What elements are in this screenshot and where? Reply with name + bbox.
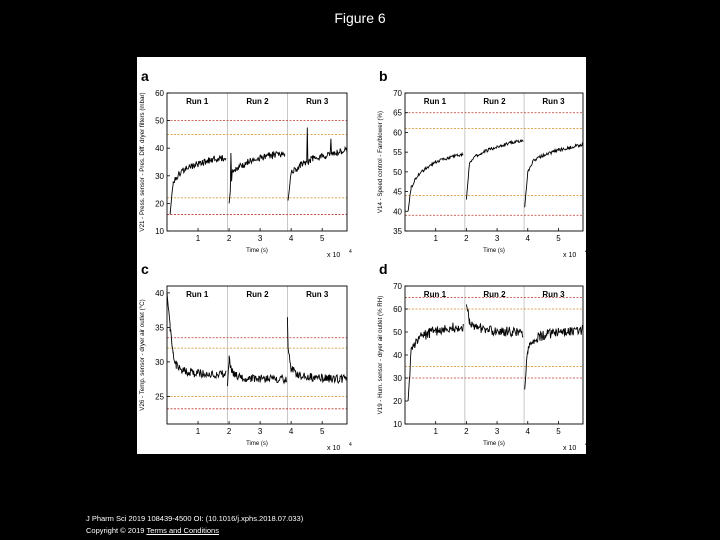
run-label: Run 2 <box>246 97 269 106</box>
x-tick-label: 2 <box>226 234 232 243</box>
plot-frame <box>167 286 347 424</box>
x-multiplier-exponent: 4 <box>585 249 588 255</box>
panel-letter: b <box>379 68 388 84</box>
y-tick-label: 70 <box>393 89 402 98</box>
slide-title: Figure 6 <box>334 10 386 26</box>
x-tick-label: 4 <box>288 427 294 436</box>
series-line-run-1 <box>170 155 226 214</box>
y-tick-label: 45 <box>393 187 402 197</box>
series-line-run-1 <box>167 293 226 378</box>
x-axis-label: Time (s) <box>246 441 268 447</box>
y-tick-label: 20 <box>155 199 164 209</box>
x-tick-label: 4 <box>525 234 530 243</box>
run-label: Run 2 <box>483 97 506 106</box>
y-tick-label: 65 <box>393 108 402 118</box>
y-axis-label: V14 - Speed control - Fan/blower (%) <box>377 110 384 214</box>
run-label: Run 1 <box>186 290 209 299</box>
copyright-line <box>86 525 303 537</box>
run-label: Run 2 <box>246 290 269 299</box>
x-tick-label: 4 <box>288 234 294 243</box>
run-label: Run 1 <box>186 97 209 106</box>
y-axis-label: V26 - Temp. sensor - dryer air outlet (°C) <box>139 299 146 411</box>
y-tick-label: 20 <box>393 397 402 406</box>
series-line-run-2 <box>466 140 523 200</box>
x-tick-label: 3 <box>257 234 263 243</box>
plot-frame <box>405 93 583 231</box>
y-tick-label: 40 <box>155 144 164 154</box>
y-tick-label: 35 <box>155 323 164 333</box>
series-line-run-2 <box>229 152 285 204</box>
panel-letter: c <box>141 261 149 277</box>
x-tick-label: 1 <box>433 234 438 243</box>
y-tick-label: 50 <box>393 167 402 177</box>
y-tick-label: 40 <box>393 351 402 360</box>
y-tick-label: 55 <box>393 148 402 158</box>
y-tick-label: 40 <box>155 288 164 298</box>
x-tick-label: 3 <box>494 427 500 436</box>
series-line-run-1 <box>408 153 463 211</box>
run-label: Run 3 <box>306 290 329 299</box>
plot-frame <box>167 93 347 231</box>
y-tick-label: 30 <box>155 357 164 367</box>
chart-panel-b <box>377 68 588 259</box>
figure-panel <box>137 57 586 454</box>
x-tick-label: 1 <box>195 427 201 436</box>
x-tick-label: 3 <box>494 234 500 243</box>
figure-svg <box>137 57 586 454</box>
y-tick-label: 30 <box>393 374 402 383</box>
y-tick-label: 30 <box>155 171 164 181</box>
x-axis-label: Time (s) <box>246 248 268 254</box>
x-multiplier: x 10 <box>563 445 577 452</box>
chart-panel-a <box>139 68 352 259</box>
series-line-run-3 <box>287 317 347 383</box>
x-axis-label: Time (s) <box>483 441 505 447</box>
x-tick-label: 2 <box>464 427 469 436</box>
y-axis-label: V19 - Hum. sensor - dryer air outlet (% RH) <box>377 295 384 415</box>
y-tick-label: 60 <box>393 128 402 138</box>
plot-frame <box>405 286 583 424</box>
y-tick-label: 50 <box>393 328 402 337</box>
x-tick-label: 5 <box>556 427 561 436</box>
x-axis-label: Time (s) <box>483 248 505 254</box>
citation: J Pharm Sci 2019 108439-4500 OI: (10.1016/j.xphs.2018.07.033) <box>86 514 304 523</box>
run-label: Run 1 <box>423 97 447 106</box>
x-tick-label: 5 <box>319 427 325 436</box>
x-multiplier: x 10 <box>327 445 341 452</box>
series-line-run-3 <box>525 326 583 390</box>
run-label: Run 3 <box>542 97 565 106</box>
run-label: Run 3 <box>306 97 329 106</box>
y-tick-label: 40 <box>393 207 402 217</box>
y-tick-label: 35 <box>393 227 402 236</box>
terms-link[interactable]: Terms and Conditions <box>146 526 219 535</box>
y-tick-label: 10 <box>155 227 164 236</box>
x-multiplier-exponent: 4 <box>349 442 352 448</box>
x-tick-label: 4 <box>525 427 530 436</box>
x-tick-label: 1 <box>195 234 201 243</box>
series-line-run-3 <box>288 128 347 201</box>
panel-letter: a <box>141 68 149 84</box>
y-tick-label: 25 <box>155 392 164 402</box>
chart-panel-d <box>377 261 588 452</box>
x-multiplier-exponent: 4 <box>349 249 352 255</box>
panel-letter: d <box>379 261 388 277</box>
series-line-run-3 <box>525 143 583 207</box>
y-tick-label: 60 <box>393 305 402 314</box>
run-label: Run 2 <box>483 290 506 299</box>
y-tick-label: 50 <box>155 116 164 126</box>
series-line-run-2 <box>228 356 287 387</box>
run-label: Run 3 <box>542 290 565 299</box>
x-tick-label: 5 <box>319 234 325 243</box>
x-tick-label: 3 <box>257 427 263 436</box>
x-multiplier: x 10 <box>563 252 577 259</box>
x-tick-label: 1 <box>433 427 438 436</box>
series-line-run-1 <box>408 323 463 401</box>
x-tick-label: 5 <box>556 234 561 243</box>
chart-panel-c <box>139 261 352 452</box>
run-label: Run 1 <box>423 290 447 299</box>
x-multiplier-exponent: 4 <box>585 442 588 448</box>
y-tick-label: 70 <box>393 282 402 291</box>
footer <box>86 513 303 537</box>
x-multiplier: x 10 <box>327 252 341 259</box>
x-tick-label: 2 <box>464 234 469 243</box>
y-tick-label: 10 <box>393 420 402 429</box>
copyright: Copyright © 2019 <box>86 526 145 535</box>
x-tick-label: 2 <box>226 427 232 436</box>
y-tick-label: 60 <box>155 89 164 98</box>
y-axis-label: V21 - Press. sensor - Pres. Diff. dryer filters (mbar) <box>139 92 146 232</box>
